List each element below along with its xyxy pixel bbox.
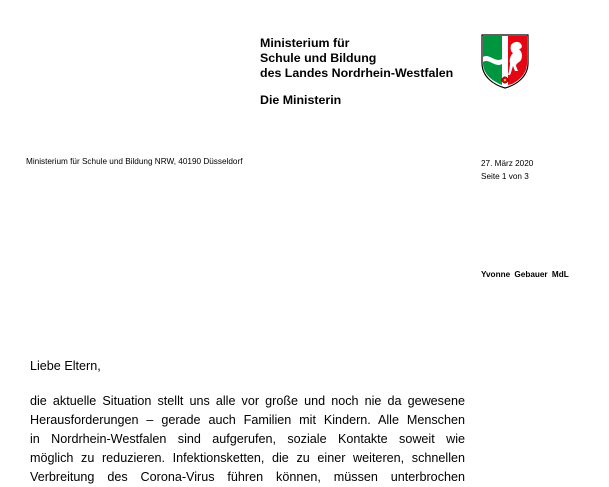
salutation: Liebe Eltern, (30, 359, 101, 373)
ministry-line-2: Schule und Bildung (260, 51, 377, 65)
body-line: Verbreitung des Corona-Virus führen können, müssen unterbrochen (30, 470, 465, 484)
minister-role: Die Ministerin (260, 93, 342, 107)
sender-address-line: Ministerium für Schule und Bildung NRW, 40190 Düsseldorf (26, 157, 243, 166)
letter-body (30, 392, 465, 487)
signer-name: Yvonne Gebauer MdL (481, 270, 569, 279)
body-line: möglich zu reduzieren. Infektionsketten, die zu einer weiteren, schnellen (30, 451, 465, 465)
ministry-line-1: Ministerium für (260, 36, 350, 50)
letter-date: 27. März 2020 (481, 159, 534, 168)
ministry-name (260, 36, 453, 81)
body-line: in Nordrhein-Westfalen sind aufgerufen, soziale Kontakte soweit wie (30, 432, 465, 446)
page-number: Seite 1 von 3 (481, 172, 529, 181)
ministry-line-3: des Landes Nordrhein-Westfalen (260, 66, 454, 80)
letter-meta (481, 157, 533, 183)
nrw-coat-of-arms-icon (480, 33, 530, 89)
body-line: die aktuelle Situation stellt uns alle vor große und noch nie da gewesene (30, 394, 465, 408)
body-line: Herausforderungen – gerade auch Familien mit Kindern. Alle Menschen (30, 413, 465, 427)
